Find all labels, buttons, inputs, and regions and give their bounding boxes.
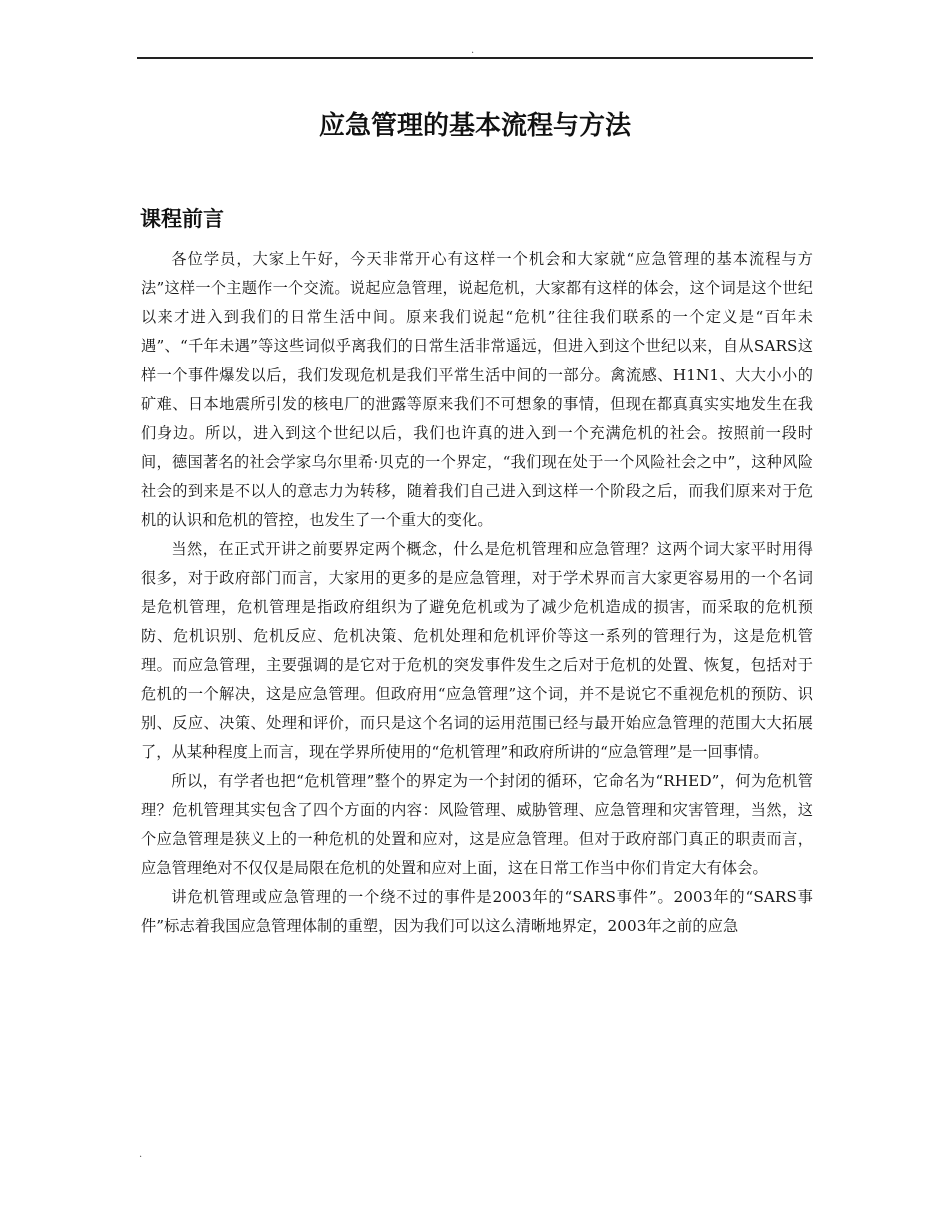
document-title: 应急管理的基本流程与方法 — [318, 111, 631, 141]
paragraph: 当然，在正式开讲之前要界定两个概念，什么是危机管理和应急管理？这两个词大家平时用得很多，对于政府部门而言，大家用的更多的是应急管理，对于学术界而言大家更容易用的一个名词是危机管理，危机管理是指政府组织为了避免危机或为了减少危机造成的损害，而采取的危机预防、危机识别、危机反应、危机决策、危机处理和危机评价等这一系列的管理行为，这是危机管理。而应急管理，主要强调的是它对于危机的突发事件发生之后对于危机的处置、恢复，包括对于危机的一个解决，这是应急管理。但政府用“应急管理”这个词，并不是说它不重视危机的预防、识别、反应、决策、处理和评价，而只是这个名词的运用范围已经与最开始应急管理的范围大大拓展了，从某种程度上而言，现在学界所使用的“危机管理”和政府所讲的“应急管理”是一回事情。 — [141, 540, 813, 761]
paragraph: 所以，有学者也把“危机管理”整个的界定为一个封闭的循环，它命名为“RHED”，何为危机管理？危机管理其实包含了四个方面的内容：风险管理、威胁管理、应急管理和灾害管理，当然，这个应急管理是狭义上的一种危机的处置和应对，这是应急管理。但对于政府部门真正的职责而言，应急管理绝对不仅仅是局限在危机的处置和应对上面，这在日常工作当中你们肯定大有体会。 — [141, 772, 813, 877]
footer-mark: . — [139, 1149, 143, 1160]
paragraph: 讲危机管理或应急管理的一个绕不过的事件是2003年的“SARS事件”。2003年的“SARS事件”标志着我国应急管理体制的重塑，因为我们可以这么清晰地界定，2003年之前的应急 — [141, 888, 813, 935]
document-body — [141, 245, 813, 941]
paragraph: 各位学员，大家上午好，今天非常开心有这样一个机会和大家就“应急管理的基本流程与方法”这样一个主题作一个交流。说起应急管理，说起危机，大家都有这样的体会，这个词是这个世纪以来才进入到我们的日常生活中间。原来我们说起“危机”往往我们联系的一个定义是“百年未遇”、“千年未遇”等这些词似乎离我们的日常生活非常遥远，但进入到这个世纪以来，自从SARS这样一个事件爆发以后，我们发现危机是我们平常生活中间的一部分。禽流感、H1N1、大大小小的矿难、日本地震所引发的核电厂的泄露等原来我们不可想象的事情，但现在都真真实实地发生在我们身边。所以，进入到这个世纪以后，我们也许真的进入到一个充满危机的社会。按照前一段时间，德国著名的社会学家乌尔里希·贝克的一个界定，“我们现在处于一个风险社会之中”，这种风险社会的到来是不以人的意志力为转移，随着我们自己进入到这样一个阶段之后，而我们原来对于危机的认识和危机的管控，也发生了一个重大的变化。 — [141, 250, 813, 529]
section-heading: 课程前言 — [140, 207, 224, 231]
header-rule — [137, 57, 813, 59]
header-mark: . — [471, 45, 475, 56]
